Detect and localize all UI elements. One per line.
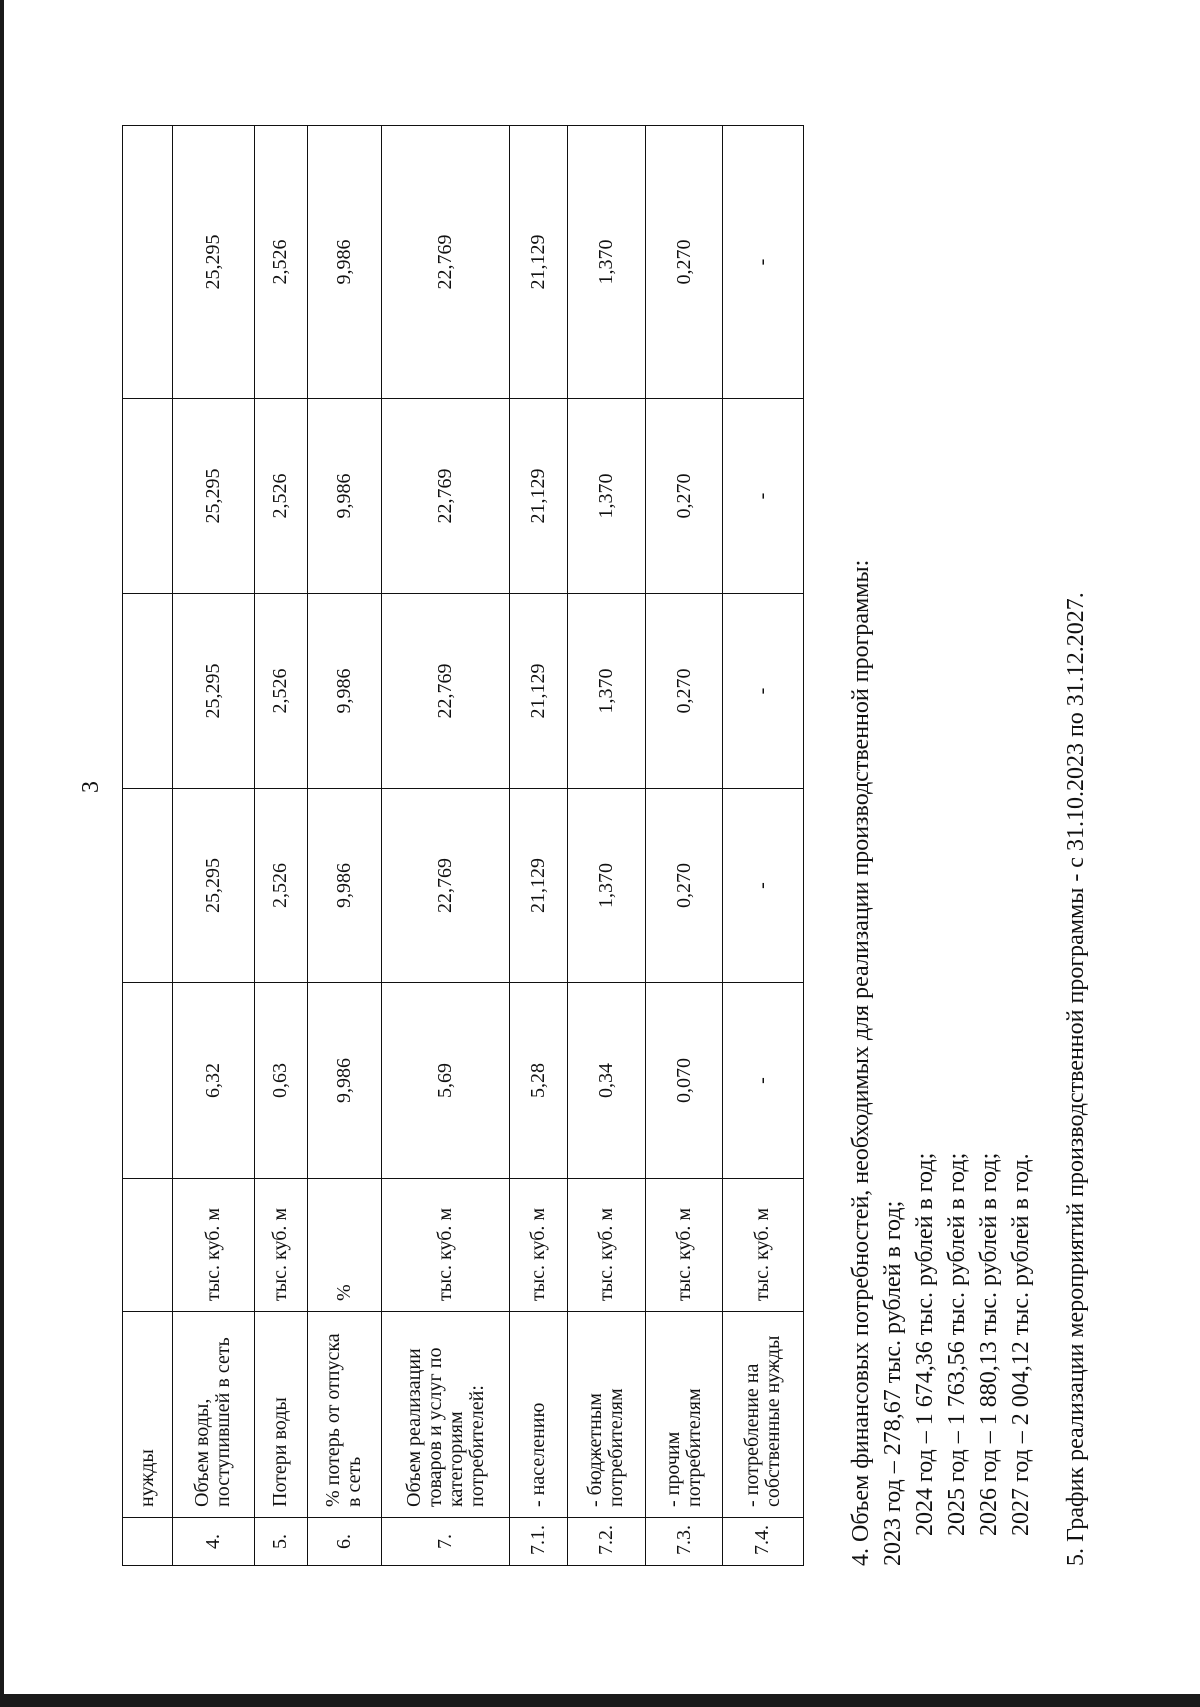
row-value: 9,986 [307, 126, 381, 399]
row-number: 6. [307, 1518, 381, 1566]
row-value: 5,69 [381, 983, 509, 1179]
row-name: - потребление на собственные нужды [722, 1312, 803, 1518]
row-value: 25,295 [172, 399, 254, 594]
table-row [722, 126, 803, 1566]
production-program-table [122, 125, 804, 1566]
row-unit: тыс. куб. м [254, 1179, 307, 1312]
table-row [307, 126, 381, 1566]
row-value: 9,986 [307, 594, 381, 789]
row-value: 22,769 [381, 399, 509, 594]
row-name: - прочим потребителям [646, 1312, 723, 1518]
row-name: нужды [123, 1312, 173, 1518]
row-value: 9,986 [307, 789, 381, 983]
row-number: 7.4. [722, 1518, 803, 1566]
row-name: Объем воды, поступившей в сеть [172, 1312, 254, 1518]
row-value: 21,129 [510, 126, 567, 399]
row-name: - населению [510, 1312, 567, 1518]
row-value: 6,32 [172, 983, 254, 1179]
row-name: Потери воды [254, 1312, 307, 1518]
year-line: 2027 год – 2 004,12 тыс. рублей в год. [1008, 1153, 1034, 1536]
row-value: 21,129 [510, 594, 567, 789]
row-value: 21,129 [510, 399, 567, 594]
row-number: 7.2. [567, 1518, 646, 1566]
row-number: 7.3. [646, 1518, 723, 1566]
row-value: 1,370 [567, 789, 646, 983]
row-name: Объем реализации товаров и услуг по категориям потребителей: [381, 1312, 509, 1518]
row-value: - [722, 789, 803, 983]
year-line: 2026 год – 1 880,13 тыс. рублей в год; [976, 1152, 1002, 1536]
row-unit: тыс. куб. м [646, 1179, 723, 1312]
row-value: - [722, 983, 803, 1179]
row-value: 1,370 [567, 399, 646, 594]
row-unit: тыс. куб. м [381, 1179, 509, 1312]
row-value: 0,070 [646, 983, 723, 1179]
row-value: 25,295 [172, 789, 254, 983]
row-value: 21,129 [510, 789, 567, 983]
row-value: 0,270 [646, 594, 723, 789]
row-name: % потерь от отпуска в сеть [307, 1312, 381, 1518]
table-row [172, 126, 254, 1566]
row-unit [123, 1179, 173, 1312]
row-number: 4. [172, 1518, 254, 1566]
row-unit: % [307, 1179, 381, 1312]
row-value: 2,526 [254, 126, 307, 399]
table-row [567, 126, 646, 1566]
row-value: 22,769 [381, 594, 509, 789]
table-row [123, 126, 173, 1566]
row-value: 0,270 [646, 126, 723, 399]
row-unit: тыс. куб. м [510, 1179, 567, 1312]
row-value [123, 594, 173, 789]
row-unit: тыс. куб. м [567, 1179, 646, 1312]
row-number [123, 1518, 173, 1566]
row-value: 0,270 [646, 399, 723, 594]
row-value: 2,526 [254, 399, 307, 594]
row-value: 1,370 [567, 594, 646, 789]
row-value: 25,295 [172, 126, 254, 399]
row-value: - [722, 594, 803, 789]
row-value: 5,28 [510, 983, 567, 1179]
row-value: 9,986 [307, 983, 381, 1179]
table-row [646, 126, 723, 1566]
financial-needs-section [845, 106, 1037, 1566]
row-value: 0,34 [567, 983, 646, 1179]
table-row [381, 126, 509, 1566]
row-value [123, 126, 173, 399]
row-value: 2,526 [254, 594, 307, 789]
row-value: 9,986 [307, 399, 381, 594]
row-number: 7. [381, 1518, 509, 1566]
row-value: 0,270 [646, 789, 723, 983]
row-value: - [722, 126, 803, 399]
schedule-section: 5. График реализации мероприятий производственной программы - с 31.10.2023 по 31.12.2027. [1063, 592, 1089, 1566]
row-value: 22,769 [381, 126, 509, 399]
row-name: - бюджетным потребителям [567, 1312, 646, 1518]
row-unit: тыс. куб. м [722, 1179, 803, 1312]
table-row [254, 126, 307, 1566]
row-value: - [722, 399, 803, 594]
page-number: 3 [78, 781, 104, 793]
year-line: 2025 год – 1 763,56 тыс. рублей в год; [944, 1152, 970, 1536]
row-unit: тыс. куб. м [172, 1179, 254, 1312]
section4-heading: 4. Объем финансовых потребностей, необходимых для реализации производственной программы: [848, 559, 874, 1566]
table-row [510, 126, 567, 1566]
row-value: 2,526 [254, 789, 307, 983]
row-value [123, 399, 173, 594]
year-line: 2024 год – 1 674,36 тыс. рублей в год; [912, 1152, 938, 1536]
row-value: 25,295 [172, 594, 254, 789]
row-number: 7.1. [510, 1518, 567, 1566]
year-line: 2023 год – 278,67 тыс. рублей в год; [880, 1200, 906, 1566]
row-value [123, 789, 173, 983]
row-number: 5. [254, 1518, 307, 1566]
row-value: 22,769 [381, 789, 509, 983]
row-value: 0,63 [254, 983, 307, 1179]
row-value: 1,370 [567, 126, 646, 399]
row-value [123, 983, 173, 1179]
